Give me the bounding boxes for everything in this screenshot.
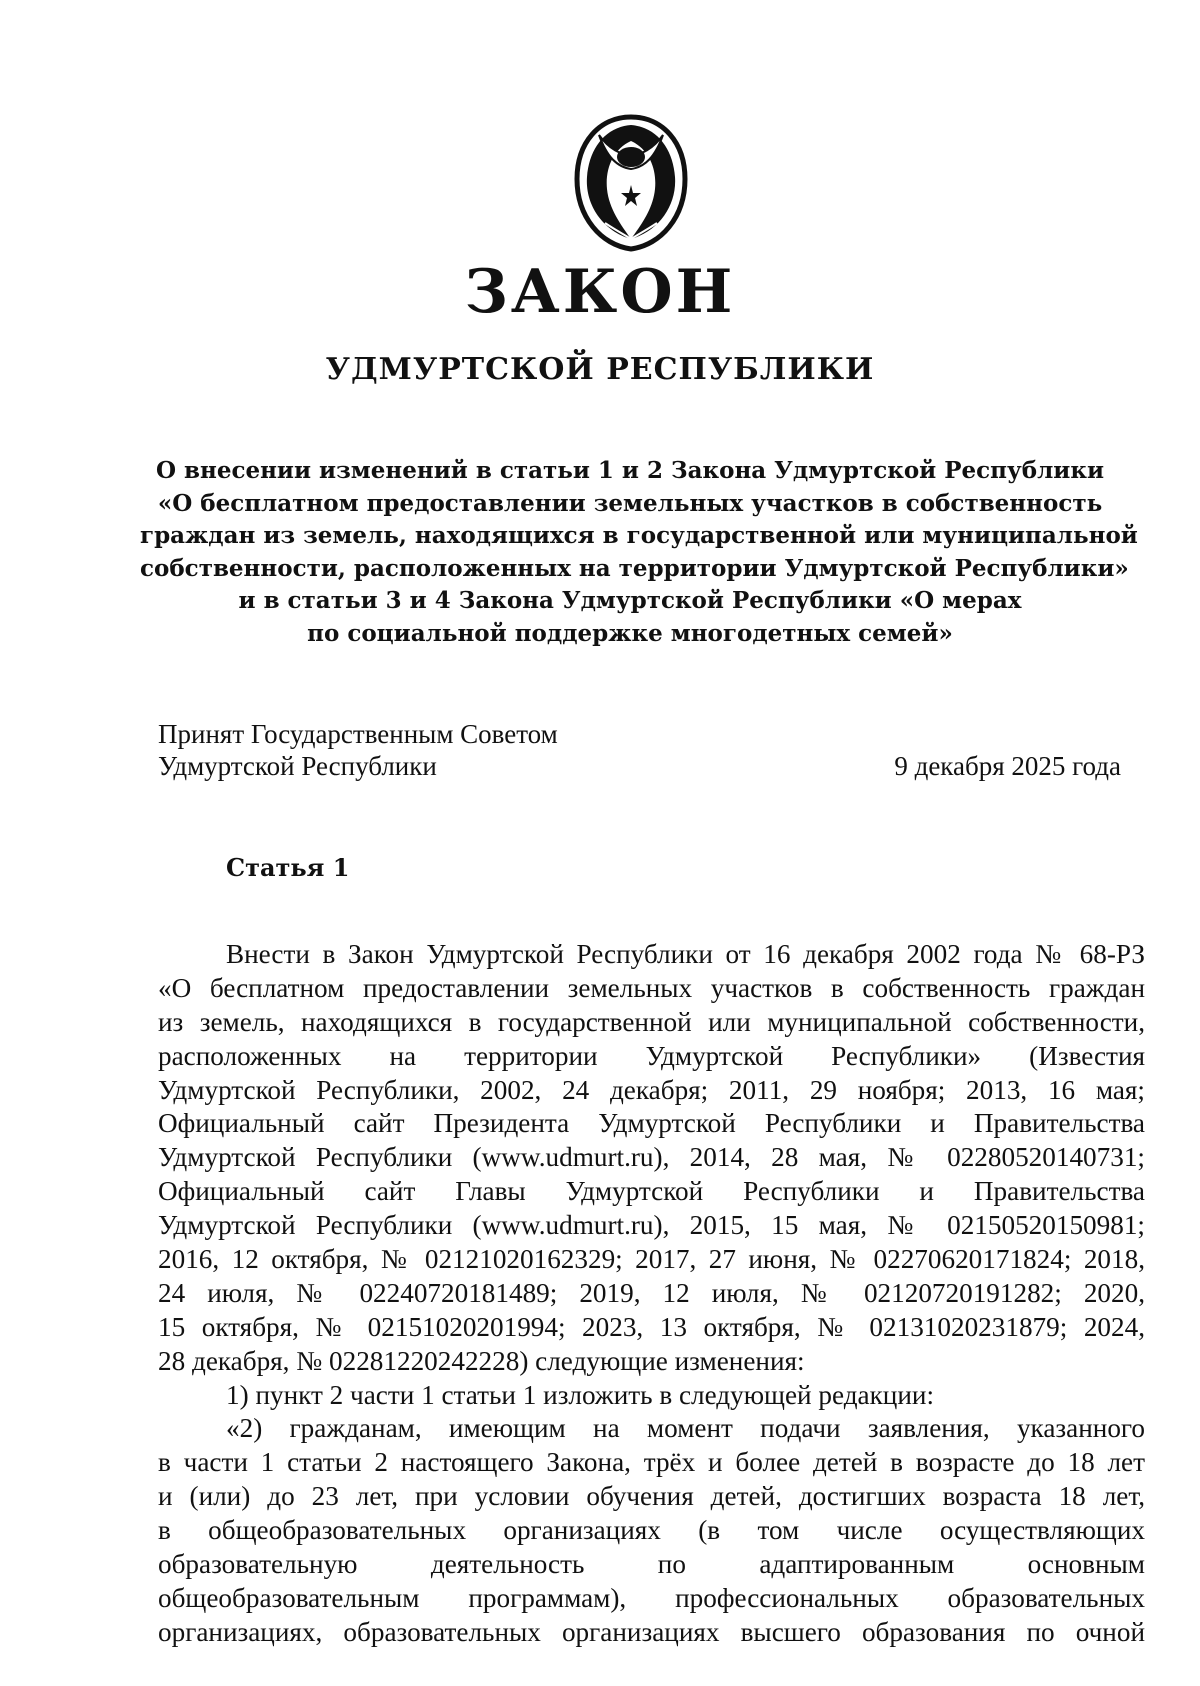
text-line: Официальный сайт Президента Удмуртской Республики и Правительства [158,1108,1145,1139]
text-line: Официальный сайт Главы Удмуртской Республики и Правительства [158,1176,1145,1207]
text-line: в части 1 статьи 2 настоящего Закона, трёх и более детей в возрасте до 18 лет [158,1447,1145,1478]
adoption-date: 9 декабря 2025 года [894,751,1121,781]
text-line: расположенных на территории Удмуртской Республики» (Известия [158,1040,1145,1071]
adoption-authority [158,718,558,782]
text-line: 2016, 12 октября, № 02121020162329; 2017, 27 июня, № 02270620171824; 2018, [158,1244,1145,1275]
text-line: 24 июля, № 02240720181489; 2019, 12 июля, № 02120720191282; 2020, [158,1277,1145,1308]
text-line: Удмуртской Республики, 2002, 24 декабря; 2011, 29 ноября; 2013, 16 мая; [158,1074,1145,1105]
law-heading-line: О внесении изменений в статьи 1 и 2 Закона Удмуртской Республики [155,457,1105,484]
text-line: Внести в Закон Удмуртской Республики от 16 декабря 2002 года № 68-РЗ [226,939,1145,969]
article-title: Статья 1 [226,853,350,882]
law-heading-line: граждан из земель, находящихся в государственной или муниципальной [140,522,1138,549]
text-line: организациях, образовательных организациях высшего образования по очной [158,1616,1145,1647]
law-heading-line: и в статьи 3 и 4 Закона Удмуртской Республики «О мерах [238,587,1022,614]
text-line: Удмуртской Республики (www.udmurt.ru), 2014, 28 мая, № 02280520140731; [158,1142,1145,1173]
text-line: 1) пункт 2 части 1 статьи 1 изложить в следующей редакции: [226,1379,935,1410]
text-line: и (или) до 23 лет, при условии обучения детей, достигших возраста 18 лет, [158,1481,1145,1512]
text-line: 15 октября, № 02151020201994; 2023, 13 октября, № 02131020231879; 2024, [158,1311,1145,1342]
udmurtia-coat-of-arms-icon [569,113,693,253]
adoption-line: Удмуртской Республики [158,751,437,781]
text-line: в общеобразовательных организациях (в том числе осуществляющих [158,1515,1145,1546]
law-heading-line: по социальной поддержке многодетных семей» [307,619,953,647]
article-body [158,938,1145,1650]
document-title: ЗАКОН [464,257,736,327]
law-heading [140,455,1138,650]
text-line: «О бесплатном предоставлении земельных участков в собственность граждан [158,972,1145,1003]
law-heading-line: «О бесплатном предоставлении земельных участков в собственность [157,489,1103,517]
adoption-line: Принят Государственным Советом [158,719,558,749]
text-line: из земель, находящихся в государственной или муниципальной собственности, [158,1006,1145,1037]
text-line: образовательную деятельность по адаптированным основным [158,1549,1145,1580]
document-subtitle: УДМУРТСКОЙ РЕСПУБЛИКИ [325,352,875,387]
text-line: общеобразовательным программам), профессиональных образовательных [158,1582,1145,1613]
law-heading-line: собственности, расположенных на территории Удмуртской Республики» [140,554,1129,582]
text-line: 28 декабря, № 02281220242228) следующие изменения: [158,1345,805,1376]
text-line: «2) гражданам, имеющим на момент подачи заявления, указанного [226,1413,1145,1444]
text-line: Удмуртской Республики (www.udmurt.ru), 2015, 15 мая, № 02150520150981; [158,1210,1145,1241]
